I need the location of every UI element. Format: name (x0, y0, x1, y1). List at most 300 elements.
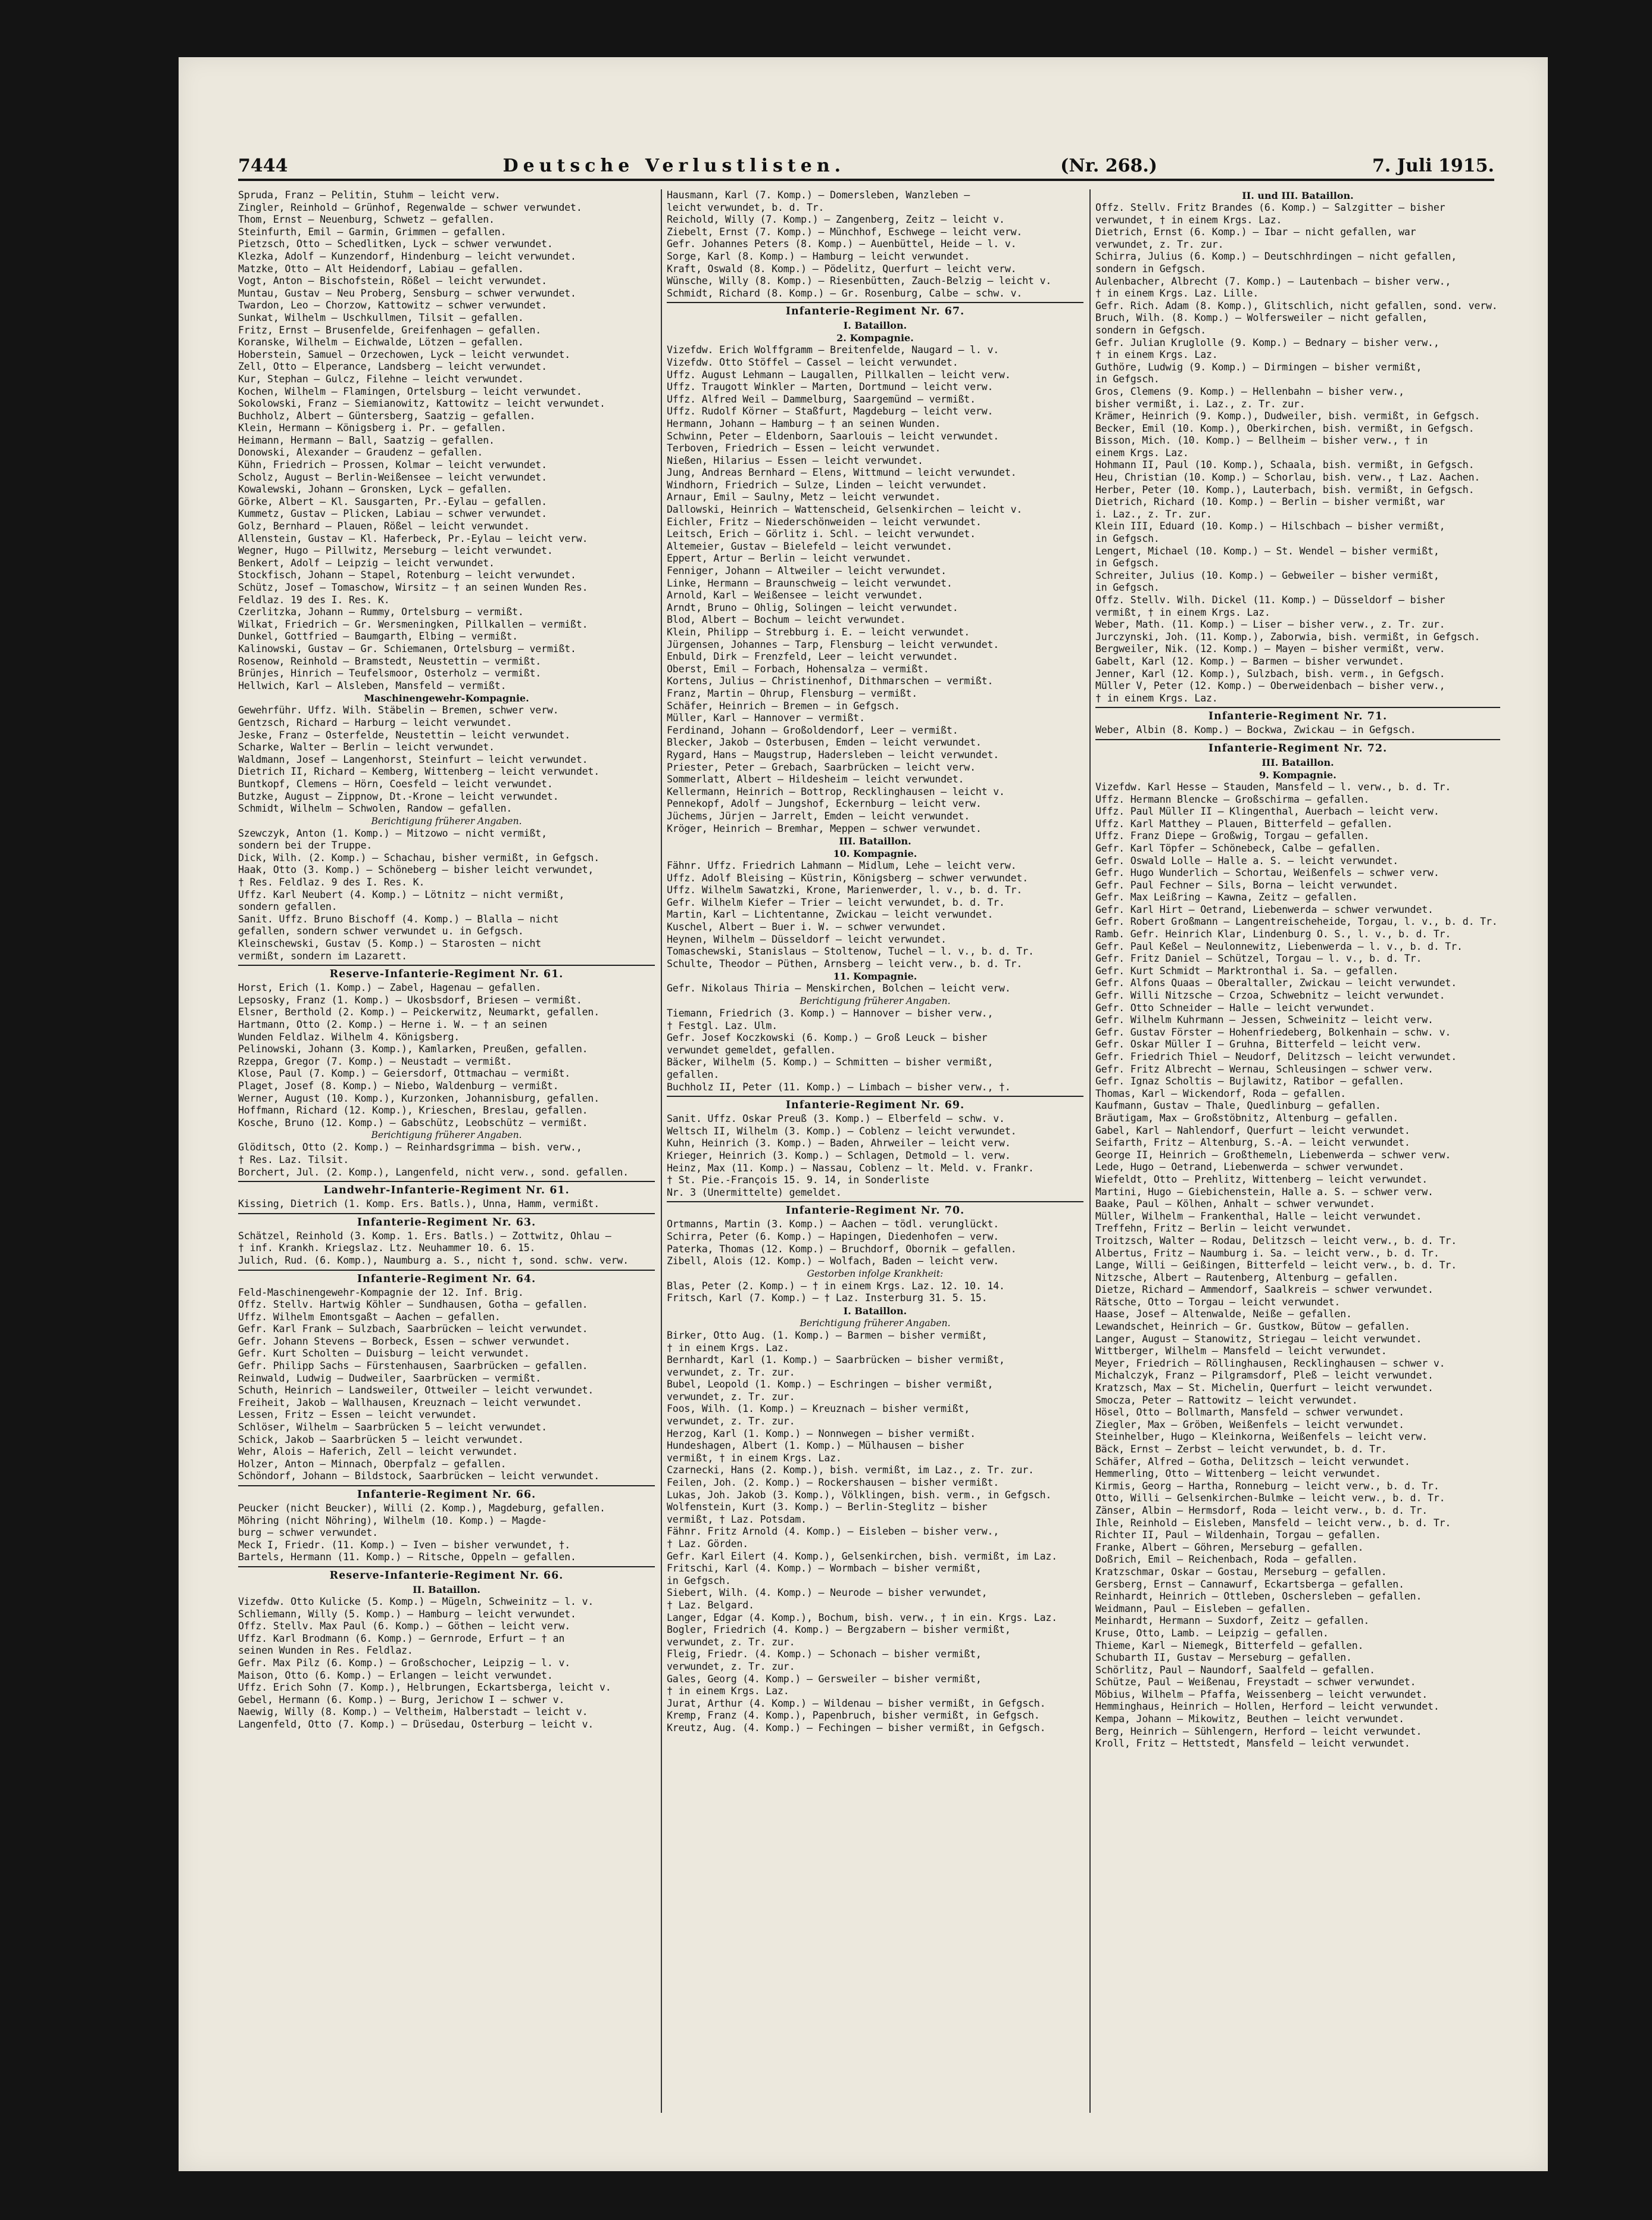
casualty-entry-line: Fleig, Friedr. (4. Komp.) — Schonach — bisher vermißt, (667, 1648, 982, 1660)
casualty-entry-line: Gefr. Nikolaus Thiria — Menskirchen, Bolchen — leicht verw. (667, 983, 1011, 994)
casualty-entry-line: Wittberger, Wilhelm — Mansfeld — leicht verwundet. (1095, 1345, 1387, 1357)
casualty-entry-line: Benkert, Adolf — Leipzig — leicht verwundet. (238, 557, 495, 569)
regiment-heading: Reserve-Infanterie-Regiment Nr. 66. (238, 1566, 655, 1583)
casualty-entry-line: Schörlitz, Paul — Naundorf, Saalfeld — gefallen. (1095, 1664, 1375, 1676)
casualty-entry-line: Bisson, Mich. (10. Komp.) — Bellheim — bisher verw., † in (1095, 435, 1428, 447)
casualty-entry-line: Schirra, Julius (6. Komp.) — Deutschhrdingen — nicht gefallen, (1095, 251, 1457, 263)
casualty-entry-line: Oberst, Emil — Forbach, Hohensalza — vermißt. (667, 663, 929, 675)
casualty-entry-line: Muntau, Gustav — Neu Proberg, Sensburg — schwer verwundet. (238, 287, 576, 299)
casualty-entry-line: Hundeshagen, Albert (1. Komp.) — Mülhausen — bisher (667, 1440, 964, 1452)
casualty-entry-line: Blod, Albert — Bochum — leicht verwundet. (667, 614, 906, 626)
casualty-entry-line: Offz. Stellv. Hartwig Köhler — Sundhausen, Gotha — gefallen. (238, 1299, 588, 1311)
casualty-entry-line: Gefr. Rich. Adam (8. Komp.), Glitschlich, nicht gefallen, sond. verw. (1095, 300, 1498, 311)
casualty-entry-line: Sommerlatt, Albert — Hildesheim — leicht verwundet. (667, 774, 964, 785)
casualty-entry-line: Wiefeldt, Otto — Prehlitz, Wittenberg — leicht verwundet. (1095, 1173, 1428, 1185)
casualty-entry-line: Lepsosky, Franz (1. Komp.) — Ukosbsdorf, Briesen — vermißt. (238, 994, 582, 1006)
unit-subheading: I. Bataillon. (843, 1305, 907, 1317)
casualty-entry-line: Baake, Paul — Kölhen, Anhalt — schwer verwundet. (1095, 1198, 1375, 1210)
casualty-entry-line: Wilkat, Friedrich — Gr. Wersmeningken, Pillkallen — vermißt. (238, 618, 588, 630)
casualty-entry-line: Gabelt, Karl (12. Komp.) — Barmen — bisher verwundet. (1095, 655, 1404, 667)
casualty-entry-line: Gefr. Philipp Sachs — Fürstenhausen, Saarbrücken — gefallen. (238, 1360, 588, 1372)
casualty-entry-line: Hermann, Johann — Hamburg — † an seinen Wunden. (667, 417, 941, 429)
casualty-entry-line: Dick, Wilh. (2. Komp.) — Schachau, bisher vermißt, in Gefgsch. (238, 852, 599, 863)
casualty-entry-line: Gefr. Kurt Schmidt — Marktronthal i. Sa. — gefallen. (1095, 965, 1399, 977)
casualty-entry-line: Ortmanns, Martin (3. Komp.) — Aachen — tödl. verunglückt. (667, 1218, 1000, 1230)
casualty-entry-line: Nießen, Hilarius — Essen — leicht verwundet. (667, 454, 923, 466)
casualty-entry-line: Bogler, Friedrich (4. Komp.) — Bergzabern — bisher vermißt, (667, 1624, 1011, 1636)
casualty-entry-line: Hohmann II, Paul (10. Komp.), Schaala, bish. vermißt, in Gefgsch. (1095, 459, 1475, 471)
regiment-heading: Infanterie-Regiment Nr. 63. (238, 1213, 655, 1230)
casualty-entry-line: Kuschel, Albert — Buer i. W. — schwer verwundet. (667, 921, 947, 933)
casualty-entry-line: George II, Heinrich — Großthemeln, Liebenwerda — schwer verw. (1095, 1149, 1451, 1161)
casualty-entry-line: Buntkopf, Clemens — Hörn, Coesfeld — leicht verwundet. (238, 778, 553, 790)
casualty-entry-line: Hoffmann, Richard (12. Komp.), Krieschen, Breslau, gefallen. (238, 1105, 588, 1117)
casualty-entry-line: Haase, Josef — Altenwalde, Neiße — gefallen. (1095, 1308, 1352, 1320)
unit-subheading: Maschinengewehr-Kompagnie. (364, 693, 529, 704)
casualty-entry-line: Gentzsch, Richard — Harburg — leicht verwundet. (238, 716, 513, 728)
casualty-entry-line: Gefr. Gustav Förster — Hohenfriedeberg, Bolkenhain — schw. v. (1095, 1026, 1451, 1038)
casualty-entry-line: einem Krgs. Laz. (1095, 447, 1189, 459)
casualty-entry-line: gefallen, sondern schwer verwundet u. in Gefgsch. (238, 925, 524, 937)
unit-subheading: II. Bataillon. (413, 1583, 480, 1595)
casualty-entry-line: Arndt, Bruno — Ohlig, Solingen — leicht verwundet. (667, 601, 958, 613)
regiment-heading: Infanterie-Regiment Nr. 72. (1095, 739, 1500, 756)
regiment-heading: Infanterie-Regiment Nr. 69. (667, 1096, 1083, 1113)
casualty-entry-line: i. Laz., z. Tr. zur. (1095, 508, 1212, 520)
casualty-entry-line: Fähnr. Fritz Arnold (4. Komp.) — Eisleben — bisher verw., (667, 1526, 1000, 1538)
casualty-entry-line: Gefr. Julian Kruglolle (9. Komp.) — Bednary — bisher verw., (1095, 336, 1439, 348)
casualty-entry-line: Hausmann, Karl (7. Komp.) — Domersleben, Wanzleben — (667, 189, 970, 201)
casualty-entry-line: Waldmann, Josef — Langenhorst, Steinfurt — leicht verwundet. (238, 753, 588, 765)
unit-subheading: III. Bataillon. (1261, 756, 1334, 768)
casualty-entry-line: Leitsch, Erich — Görlitz i. Schl. — leicht verwundet. (667, 528, 976, 540)
casualty-entry-line: Lukas, Joh. Jakob (3. Komp.), Völklingen, bish. verm., in Gefgsch. (667, 1489, 1052, 1501)
casualty-entry-line: Feldlaz. 19 des I. Res. K. (238, 594, 390, 606)
casualty-entry-line: Gersberg, Ernst — Cannawurf, Eckartsberga — gefallen. (1095, 1578, 1404, 1590)
casualty-entry-line: Kissing, Dietrich (1. Komp. Ers. Batls.), Unna, Hamm, vermißt. (238, 1198, 599, 1210)
entry-list (667, 1330, 1083, 1735)
casualty-entry-line: Kaufmann, Gustav — Thale, Quedlinburg — gefallen. (1095, 1100, 1381, 1112)
casualty-entry-line: Lessen, Fritz — Essen — leicht verwundet. (238, 1409, 477, 1421)
casualty-entry-line: Uffz. August Lehmann — Laugallen, Pillkallen — leicht verw. (667, 369, 1011, 381)
casualty-entry-line: Uffz. Wilhelm Sawatzki, Krone, Marienwerder, l. v., b. d. Tr. (667, 884, 1023, 896)
casualty-entry-line: Wegner, Hugo — Pillwitz, Merseburg — leicht verwundet. (238, 545, 553, 557)
casualty-entry-line: Blecker, Jakob — Osterbusen, Emden — leicht verwundet. (667, 737, 982, 749)
casualty-entry-line: Heinz, Max (11. Komp.) — Nassau, Coblenz — lt. Meld. v. Frankr. (667, 1162, 1034, 1174)
casualty-entry-line: Fritsch, Karl (7. Komp.) — † Laz. Insterburg 31. 5. 15. (667, 1292, 988, 1304)
casualty-entry-line: Tiemann, Friedrich (3. Komp.) — Hannover — bisher verw., (667, 1008, 994, 1019)
casualty-entry-line: Zänser, Albin — Hermsdorf, Roda — leicht verw., b. d. Tr. (1095, 1504, 1428, 1516)
casualty-entry-line: Martini, Hugo — Giebichenstein, Halle a. S. — schwer verw. (1095, 1186, 1434, 1198)
casualty-entry-line: Ramb. Gefr. Heinrich Klar, Lindenburg O. S., l. v., b. d. Tr. (1095, 928, 1451, 940)
casualty-entry-line: Dietze, Richard — Ammendorf, Saalkreis — schwer verwundet. (1095, 1284, 1434, 1296)
casualty-entry-line: Plaget, Josef (8. Komp.) — Niebo, Waldenburg — vermißt. (238, 1080, 559, 1092)
casualty-entry-line: Kempa, Johann — Mikowitz, Beuthen — leicht verwundet. (1095, 1713, 1404, 1725)
casualty-entry-line: Bäck, Ernst — Zerbst — leicht verwundet, b. d. Tr. (1095, 1443, 1387, 1455)
casualty-entry-line: Thomas, Karl — Wickendorf, Roda — gefallen. (1095, 1087, 1346, 1099)
entry-list (667, 860, 1083, 970)
casualty-entry-line: Zingler, Reinhold — Grünhof, Regenwalde — schwer verwundet. (238, 201, 582, 213)
casualty-entry-line: Buchholz II, Peter (11. Komp.) — Limbach — bisher verw., †. (667, 1081, 1011, 1093)
casualty-entry-line: Franke, Albert — Göhren, Merseburg — gefallen. (1095, 1541, 1364, 1553)
casualty-entry-line: Kratzschmar, Oskar — Gostau, Merseburg — gefallen. (1095, 1566, 1387, 1577)
casualty-entry-line: sondern in Gefgsch. (1095, 324, 1207, 336)
casualty-entry-line: verwundet, † in einem Krgs. Laz. (1095, 214, 1282, 226)
casualty-entry-line: Hellwich, Karl — Alsleben, Mansfeld — vermißt. (238, 679, 507, 691)
casualty-entry-line: Schätzel, Reinhold (3. Komp. 1. Ers. Batls.) — Zottwitz, Ohlau — (238, 1230, 611, 1242)
casualty-entry-line: Müller, Karl — Hannover — vermißt. (667, 712, 865, 724)
casualty-entry-line: Gros, Clemens (9. Komp.) — Hellenbahn — bisher verw., (1095, 385, 1404, 397)
casualty-entry-line: Görke, Albert — Kl. Sausgarten, Pr.-Eylau — gefallen. (238, 495, 547, 507)
entry-list (238, 1142, 655, 1178)
casualty-entry-line: leicht verwundet, b. d. Tr. (667, 201, 825, 213)
casualty-entry-line: Kur, Stephan — Gulcz, Filehne — leicht verwundet. (238, 373, 524, 385)
casualty-entry-line: † Res. Feldlaz. 9 des I. Res. K. (238, 877, 425, 888)
casualty-entry-line: Kochen, Wilhelm — Flamingen, Ortelsburg — leicht verwundet. (238, 385, 582, 397)
casualty-entry-line: Schubarth II, Gustav — Merseburg — gefallen. (1095, 1652, 1352, 1664)
casualty-entry-line: Dietrich II, Richard — Kemberg, Wittenberg — leicht verwundet. (238, 766, 599, 778)
casualty-entry-line: Möhring (nicht Nöhring), Wilhelm (10. Komp.) — Magde- (238, 1514, 547, 1526)
casualty-entry-line: Herber, Peter (10. Komp.), Lauterbach, bish. vermißt, in Gefgsch. (1095, 484, 1475, 495)
casualty-entry-line: Uffz. Paul Müller II — Klingenthal, Auerbach — leicht verw. (1095, 806, 1439, 818)
casualty-entry-line: Terboven, Friedrich — Essen — leicht verwundet. (667, 442, 941, 454)
casualty-entry-line: Peucker (nicht Beucker), Willi (2. Komp.), Magdeburg, gefallen. (238, 1502, 605, 1514)
casualty-entry-line: Matzke, Otto — Alt Heidendorf, Labiau — gefallen. (238, 263, 524, 275)
casualty-entry-line: Bartels, Hermann (11. Komp.) — Ritsche, Oppeln — gefallen. (238, 1551, 576, 1563)
casualty-entry-line: Uffz. Karl Matthey — Plauen, Bitterfeld — gefallen. (1095, 818, 1393, 830)
casualty-entry-line: Brünjes, Hinrich — Teufelsmoor, Osterholz — vermißt. (238, 668, 542, 679)
regiment-heading: Landwehr-Infanterie-Regiment Nr. 61. (238, 1181, 655, 1198)
casualty-entry-line: Rygard, Hans — Maugstrup, Hadersleben — leicht verwundet. (667, 749, 1000, 760)
casualty-entry-line: Möbius, Wilhelm — Pfaffa, Weissenberg — leicht verwundet. (1095, 1688, 1428, 1700)
casualty-entry-line: Wunden Feldlaz. Wilhelm 4. Königsberg. (238, 1031, 460, 1043)
casualty-entry-line: Eichler, Fritz — Niederschönweiden — leicht verwundet. (667, 516, 982, 528)
casualty-entry-line: Scholz, August — Berlin-Weißensee — leicht verwundet. (238, 471, 547, 483)
casualty-entry-line: Weidmann, Paul — Eisleben — gefallen. (1095, 1602, 1311, 1614)
casualty-entry-line: gefallen. (667, 1069, 720, 1080)
casualty-entry-line: Vizefdw. Otto Kulicke (5. Komp.) — Mügeln, Schweinitz — l. v. (238, 1595, 594, 1607)
casualty-entry-line: Allenstein, Gustav — Kl. Haferbeck, Pr.-Eylau — leicht verw. (238, 532, 588, 544)
casualty-entry-line: Twardon, Leo — Chorzow, Kattowitz — schwer verwundet. (238, 300, 547, 311)
casualty-entry-line: Pietzsch, Otto — Schedlitken, Lyck — schwer verwundet. (238, 238, 553, 250)
casualty-entry-line: Jenner, Karl (12. Komp.), Sulzbach, bish. verm., in Gefgsch. (1095, 668, 1445, 679)
casualty-entry-line: Thom, Ernst — Neuenburg, Schwetz — gefallen. (238, 214, 495, 226)
casualty-entry-line: Siebert, Wilh. (4. Komp.) — Neurode — bisher verwundet, (667, 1587, 988, 1599)
entry-list (238, 1596, 655, 1731)
casualty-entry-line: Buchholz, Albert — Güntersberg, Saatzig — gefallen. (238, 410, 536, 422)
casualty-entry-line: Hösel, Otto — Bollmarth, Mansfeld — schwer verwundet. (1095, 1407, 1404, 1418)
casualty-entry-line: † in einem Krgs. Laz. (1095, 692, 1218, 704)
entry-list (238, 828, 655, 963)
casualty-entry-line: Uffz. Rudolf Körner — Staßfurt, Magdeburg — leicht verw. (667, 406, 994, 417)
casualty-entry-line: verwundet, z. Tr. zur. (1095, 238, 1224, 250)
casualty-entry-line: verwundet, z. Tr. zur. (667, 1390, 795, 1402)
casualty-entry-line: Uffz. Traugott Winkler — Marten, Dortmund — leicht verw. (667, 381, 994, 393)
casualty-entry-line: verwundet, z. Tr. zur. (667, 1366, 795, 1378)
casualty-entry-line: Heimann, Hermann — Ball, Saatzig — gefallen. (238, 434, 495, 446)
casualty-entry-line: Uffz. Karl Neubert (4. Komp.) — Lötnitz — nicht vermißt, (238, 888, 565, 900)
casualty-entry-line: Meinhardt, Hermann — Suxdorf, Zeitz — gefallen. (1095, 1615, 1370, 1627)
casualty-entry-line: Klein, Hermann — Königsberg i. Pr. — gefallen. (238, 422, 507, 434)
casualty-entry-line: Dietrich, Ernst (6. Komp.) — Ibar — nicht gefallen, war (1095, 226, 1416, 238)
casualty-entry-line: sondern bei der Truppe. (238, 840, 373, 852)
casualty-entry-line: Reinwald, Ludwig — Dudweiler, Saarbrücken — vermißt. (238, 1372, 542, 1384)
casualty-entry-line: Altemeier, Gustav — Bielefeld — leicht verwundet. (667, 540, 953, 552)
section-note: Berichtigung früherer Angaben. (371, 815, 522, 827)
casualty-entry-line: Vogt, Anton — Bischofstein, Rößel — leicht verwundet. (238, 275, 547, 287)
casualty-entry-line: Herzog, Karl (1. Komp.) — Nonnwegen — bisher vermißt. (667, 1427, 976, 1439)
casualty-entry-line: Bäcker, Wilhelm (5. Komp.) — Schmitten — bisher vermißt, (667, 1056, 994, 1068)
casualty-entry-line: Gefr. Oskar Müller I — Gruhna, Bitterfeld — leicht verw. (1095, 1039, 1422, 1050)
casualty-entry-line: Kowalewski, Johann — Gronsken, Lyck — gefallen. (238, 484, 513, 495)
casualty-entry-line: Berg, Heinrich — Sühlengern, Herford — leicht verwundet. (1095, 1725, 1422, 1737)
casualty-entry-line: Czerlitzka, Johann — Rummy, Ortelsburg — vermißt. (238, 606, 524, 618)
casualty-entry-line: Fritschi, Karl (4. Komp.) — Wormbach — bisher vermißt, (667, 1563, 982, 1574)
casualty-entry-line: Kortens, Julius — Christinenhof, Dithmarschen — vermißt. (667, 675, 994, 687)
entry-list (238, 1287, 655, 1483)
casualty-entry-line: Kummetz, Gustav — Plicken, Labiau — schwer verwundet. (238, 508, 547, 520)
casualty-entry-line: † in einem Krgs. Laz. (667, 1342, 789, 1354)
casualty-entry-line: Vizefdw. Otto Stöffel — Cassel — leicht verwundet. (667, 356, 958, 368)
entry-list (238, 704, 655, 815)
casualty-entry-line: Zell, Otto — Elperance, Landsberg — leicht verwundet. (238, 361, 547, 373)
entry-list (238, 1502, 655, 1564)
casualty-entry-line: Holzer, Anton — Minnach, Oberpfalz — gefallen. (238, 1458, 507, 1470)
unit-subheading: 9. Kompagnie. (1259, 769, 1336, 781)
casualty-entry-line: Eppert, Artur — Berlin — leicht verwundet. (667, 553, 912, 565)
casualty-entry-line: Lange, Willi — Geißingen, Bitterfeld — leicht verw., b. d. Tr. (1095, 1259, 1457, 1271)
casualty-entry-line: Kühn, Friedrich — Prossen, Kolmar — leicht verwundet. (238, 459, 547, 471)
column-divider (661, 189, 662, 2113)
casualty-entry-line: Langer, Edgar (4. Komp.), Bochum, bish. verw., † in ein. Krgs. Laz. (667, 1611, 1057, 1623)
casualty-entry-line: Kratzsch, Max — St. Michelin, Querfurt — leicht verwundet. (1095, 1382, 1434, 1394)
casualty-entry-line: Wehr, Alois — Haferich, Zell — leicht verwundet. (238, 1446, 518, 1458)
casualty-entry-line: Blas, Peter (2. Komp.) — † in einem Krgs. Laz. 12. 10. 14. (667, 1280, 1005, 1292)
casualty-entry-line: Wolfenstein, Kurt (3. Komp.) — Berlin-Steglitz — bisher (667, 1501, 988, 1513)
casualty-entry-line: Scharke, Walter — Berlin — leicht verwundet. (238, 741, 495, 753)
casualty-entry-line: Sunkat, Wilhelm — Uschkullmen, Tilsit — gefallen. (238, 311, 524, 323)
casualty-entry-line: Jüchems, Jürjen — Jarrelt, Emden — leicht verwundet. (667, 810, 970, 822)
casualty-entry-line: Foos, Wilh. (1. Komp.) — Kreuznach — bisher vermißt, (667, 1403, 970, 1415)
casualty-entry-line: Aulenbacher, Albrecht (7. Komp.) — Lautenbach — bisher verw., (1095, 275, 1451, 287)
casualty-entry-line: Ziegler, Max — Gröben, Weißenfels — leicht verwundet. (1095, 1418, 1404, 1430)
casualty-entry-line: Maison, Otto (6. Komp.) — Erlangen — leicht verwundet. (238, 1669, 553, 1681)
casualty-entry-line: Gefr. Karl Töpfer — Schönebeck, Calbe — gefallen. (1095, 842, 1381, 854)
casualty-entry-line: Klose, Paul (7. Komp.) — Geiersdorf, Ottmachau — vermißt. (238, 1068, 571, 1080)
casualty-entry-line: Ihle, Reinhold — Eisleben, Mansfeld — leicht verw., b. d. Tr. (1095, 1517, 1451, 1529)
casualty-entry-line: Michalczyk, Franz — Pilgramsdorf, Pleß — leicht verwundet. (1095, 1370, 1434, 1382)
entry-list (1095, 202, 1500, 704)
casualty-entry-line: Stockfisch, Johann — Stapel, Rotenburg — leicht verwundet. (238, 569, 576, 581)
page-header (238, 146, 1494, 181)
casualty-entry-line: Gefr. Karl Eilert (4. Komp.), Gelsenkirchen, bish. vermißt, im Laz. (667, 1550, 1057, 1562)
casualty-entry-line: Sanit. Uffz. Bruno Bischoff (4. Komp.) — Blalla — nicht (238, 913, 559, 925)
casualty-entry-line: Albertus, Fritz — Naumburg i. Sa. — leicht verw., b. d. Tr. (1095, 1247, 1439, 1259)
unit-subheading: I. Bataillon. (843, 320, 907, 332)
casualty-entry-line: Gabel, Karl — Nahlendorf, Querfurt — leicht verwundet. (1095, 1124, 1410, 1136)
casualty-entry-line: Treffehn, Fritz — Berlin — leicht verwundet. (1095, 1223, 1352, 1234)
unit-subheading: 11. Kompagnie. (833, 971, 917, 983)
casualty-entry-line: Bruch, Wilh. (8. Komp.) — Wolfersweiler — nicht gefallen, (1095, 312, 1428, 324)
section-note: Berichtigung früherer Angaben. (800, 1317, 951, 1329)
casualty-entry-line: Schäfer, Heinrich — Bremen — in Gefgsch. (667, 700, 900, 712)
casualty-entry-line: † in einem Krgs. Laz. (667, 1685, 789, 1697)
casualty-entry-line: burg — schwer verwundet. (238, 1527, 378, 1539)
casualty-entry-line: in Gefgsch. (1095, 373, 1160, 385)
casualty-entry-line: Dallowski, Heinrich — Wattenscheid, Gelsenkirchen — leicht v. (667, 504, 1023, 516)
casualty-entry-line: Klezka, Adolf — Kunzendorf, Hindenburg — leicht verwundet. (238, 250, 576, 262)
casualty-entry-line: Rosenow, Reinhold — Bramstedt, Neustettin — vermißt. (238, 655, 542, 667)
regiment-heading: Infanterie-Regiment Nr. 70. (667, 1201, 1083, 1218)
casualty-entry-line: † in einem Krgs. Laz. Lille. (1095, 288, 1259, 300)
casualty-entry-line: Kremp, Franz (4. Komp.), Papenbruch, bisher vermißt, in Gefgsch. (667, 1710, 1040, 1722)
casualty-entry-line: Jurczynski, Joh. (11. Komp.), Zaborwia, bish. vermißt, in Gefgsch. (1095, 631, 1481, 643)
casualty-entry-line: Arnold, Karl — Weißensee — leicht verwundet. (667, 590, 923, 601)
casualty-entry-line: † in einem Krgs. Laz. (1095, 349, 1218, 361)
casualty-entry-line: Steinfurth, Emil — Garmin, Grimmen — gefallen. (238, 226, 507, 238)
column-divider (1089, 189, 1091, 2113)
casualty-entry-line: Fritz, Ernst — Brusenfelde, Greifenhagen — gefallen. (238, 324, 542, 336)
casualty-entry-line: Gefr. Josef Koczkowski (6. Komp.) — Groß Leuck — bisher (667, 1032, 988, 1044)
casualty-entry-line: Jeske, Franz — Osterfelde, Neustettin — leicht verwundet. (238, 729, 571, 741)
casualty-entry-line: Reinhardt, Heinrich — Ottleben, Oschersleben — gefallen. (1095, 1591, 1422, 1602)
regiment-heading: Infanterie-Regiment Nr. 71. (1095, 707, 1500, 724)
casualty-entry-line: Hartmann, Otto (2. Komp.) — Herne i. W. — † an seinen (238, 1019, 547, 1030)
column-1 (238, 189, 655, 2113)
casualty-entry-line: Gefr. Ignaz Scholtis — Bujlawitz, Ratibor — gefallen. (1095, 1075, 1404, 1087)
casualty-entry-line: Krämer, Heinrich (9. Komp.), Dudweiler, bish. vermißt, in Gefgsch. (1095, 410, 1481, 422)
casualty-entry-line: Haak, Otto (3. Komp.) — Schöneberg — bisher leicht verwundet, (238, 864, 594, 876)
casualty-entry-line: Nitzsche, Albert — Rautenberg, Altenburg — gefallen. (1095, 1271, 1399, 1283)
casualty-entry-line: Gefr. Alfons Quaas — Oberaltaller, Zwickau — leicht verwundet. (1095, 977, 1457, 989)
entry-list (667, 1113, 1083, 1199)
casualty-entry-line: † inf. Krankh. Kriegslaz. Ltz. Neuhammer 10. 6. 15. (238, 1242, 536, 1254)
casualty-entry-line: Wünsche, Willy (8. Komp.) — Riesenbütten, Zauch-Belzig — leicht v. (667, 275, 1052, 287)
casualty-entry-line: Schlöser, Wilhelm — Saarbrücken 5 — leicht verwundet. (238, 1421, 547, 1433)
casualty-entry-line: Sorge, Karl (8. Komp.) — Hamburg — leicht verwundet. (667, 250, 970, 262)
casualty-entry-line: Meyer, Friedrich — Röllinghausen, Recklinghausen — schwer v. (1095, 1357, 1445, 1369)
casualty-entry-line: Otto, Willi — Gelsenkirchen-Bulmke — leicht verw., b. d. Tr. (1095, 1492, 1445, 1504)
casualty-entry-line: Langenfeld, Otto (7. Komp.) — Drüsedau, Osterburg — leicht v. (238, 1718, 594, 1730)
page-number: 7444 (238, 155, 288, 176)
casualty-entry-line: Schreiter, Julius (10. Komp.) — Gebweiler — bisher vermißt, (1095, 569, 1439, 581)
entry-list (667, 983, 1083, 995)
casualty-entry-line: Golz, Bernhard — Plauen, Rößel — leicht verwundet. (238, 520, 530, 532)
casualty-entry-line: Uffz. Franz Diepe — Großwig, Torgau — gefallen. (1095, 830, 1370, 842)
casualty-entry-line: † Laz. Belgard. (667, 1599, 754, 1611)
entry-list (238, 1230, 655, 1267)
casualty-entry-line: Fähnr. Uffz. Friedrich Lahmann — Midlum, Lehe — leicht verw. (667, 860, 1017, 872)
casualty-entry-line: verwundet, z. Tr. zur. (667, 1636, 795, 1648)
entry-list (667, 1280, 1083, 1305)
casualty-entry-line: Gefr. Wilhelm Kuhrmann — Jessen, Schweinitz — leicht verw. (1095, 1014, 1434, 1026)
casualty-entry-line: Gales, Georg (4. Komp.) — Gersweiler — bisher vermißt, (667, 1673, 982, 1685)
column-2 (667, 189, 1083, 2113)
casualty-entry-line: Enbuld, Dirk — Frenzfeld, Leer — leicht verwundet. (667, 651, 958, 663)
casualty-entry-line: in Gefgsch. (667, 1574, 731, 1586)
casualty-entry-line: Czarnecki, Hans (2. Komp.), bish. vermißt, im Laz., z. Tr. zur. (667, 1464, 1034, 1476)
casualty-entry-line: Bergweiler, Nik. (12. Komp.) — Mayen — bisher vermißt, verw. (1095, 643, 1445, 655)
casualty-entry-line: Lede, Hugo — Oetrand, Liebenwerda — schwer verwundet. (1095, 1161, 1404, 1173)
casualty-entry-line: Gefr. Karl Frank — Sulzbach, Saarbrücken — leicht verwundet. (238, 1323, 588, 1335)
casualty-entry-line: † Festgl. Laz. Ulm. (667, 1019, 778, 1031)
casualty-entry-line: Gefr. Fritz Albrecht — Wernau, Schleusingen — schwer verw. (1095, 1063, 1434, 1075)
casualty-entry-line: Bräutigam, Max — Großstöbnitz, Altenburg — gefallen. (1095, 1112, 1399, 1124)
section-note: Berichtigung früherer Angaben. (800, 996, 951, 1007)
casualty-entry-line: Gefr. Oswald Lolle — Halle a. S. — leicht verwundet. (1095, 855, 1399, 866)
casualty-entry-line: Jürgensen, Johannes — Tarp, Flensburg — leicht verwundet. (667, 638, 1000, 650)
casualty-entry-line: Schmidt, Wilhelm — Schwolen, Randow — gefallen. (238, 803, 513, 815)
casualty-entry-line: Spruda, Franz — Pelitin, Stuhm — leicht verw. (238, 189, 501, 201)
casualty-entry-line: † St. Pie.-François 15. 9. 14, in Sonderliste (667, 1174, 929, 1186)
casualty-entry-line: Hemminghaus, Heinrich — Hollen, Herford — leicht verwundet. (1095, 1701, 1439, 1713)
casualty-entry-line: Gefr. Fritz Daniel — Schützel, Torgau — l. v., b. d. Tr. (1095, 953, 1422, 965)
casualty-entry-line: Naewig, Willy (8. Komp.) — Veltheim, Halberstadt — leicht v. (238, 1706, 588, 1718)
regiment-heading: Reserve-Infanterie-Regiment Nr. 61. (238, 965, 655, 982)
casualty-entry-line: Pennekopf, Adolf — Jungshof, Eckernburg — leicht verw. (667, 798, 982, 810)
entry-list (238, 1198, 655, 1211)
column-3 (1095, 189, 1500, 2113)
casualty-entry-line: Schmidt, Richard (8. Komp.) — Gr. Rosenburg, Calbe — schw. v. (667, 287, 1023, 299)
casualty-entry-line: Krieger, Heinrich (3. Komp.) — Schlagen, Detmold — l. verw. (667, 1149, 1011, 1161)
casualty-entry-line: Donowski, Alexander — Graudenz — gefallen. (238, 447, 483, 459)
casualty-entry-line: Gefr. Paul Keßel — Neulonnewitz, Liebenwerda — l. v., b. d. Tr. (1095, 940, 1463, 952)
newspaper-page (179, 57, 1548, 2171)
entry-list (238, 982, 655, 1129)
entry-list (667, 1218, 1083, 1267)
casualty-entry-line: Offz. Stellv. Max Paul (6. Komp.) — Göthen — leicht verw. (238, 1620, 571, 1632)
casualty-entry-line: Offz. Stellv. Wilh. Dickel (11. Komp.) — Düsseldorf — bisher (1095, 594, 1445, 606)
casualty-entry-line: Schick, Jakob — Saarbrücken 5 — leicht verwundet. (238, 1433, 524, 1445)
casualty-entry-line: Gewehrführ. Uffz. Wilh. Stäbelin — Bremen, schwer verw. (238, 704, 559, 716)
casualty-entry-line: † Laz. Görden. (667, 1538, 749, 1549)
casualty-entry-line: vermißt, † Laz. Potsdam. (667, 1513, 807, 1525)
entry-list (1095, 781, 1500, 1750)
casualty-entry-line: Heu, Christian (10. Komp.) — Schorlau, bish. verw., † Laz. Aachen. (1095, 472, 1481, 484)
casualty-entry-line: vermißt, sondern im Lazarett. (238, 950, 407, 962)
casualty-entry-line: Schäfer, Alfred — Gotha, Delitzsch — leicht verwundet. (1095, 1455, 1410, 1467)
casualty-entry-line: Ferdinand, Johann — Großoldendorf, Leer — vermißt. (667, 724, 958, 736)
casualty-entry-line: Schwinn, Peter — Eldenborn, Saarlouis — leicht verwundet. (667, 430, 1000, 442)
casualty-entry-line: Reichold, Willy (7. Komp.) — Zangenberg, Zeitz — leicht v. (667, 214, 1005, 226)
casualty-entry-line: Sanit. Uffz. Oskar Preuß (3. Komp.) — Elberfeld — schw. v. (667, 1113, 1005, 1125)
casualty-entry-line: Uffz. Erich Sohn (7. Komp.), Helbrungen, Eckartsberga, leicht v. (238, 1682, 611, 1694)
issue-date: 7. Juli 1915. (1372, 155, 1494, 176)
casualty-entry-line: Müller, Wilhelm — Frankenthal, Halle — leicht verwundet. (1095, 1210, 1422, 1222)
casualty-entry-line: Borchert, Jul. (2. Komp.), Langenfeld, nicht verw., sond. gefallen. (238, 1166, 629, 1178)
unit-subheading: 2. Kompagnie. (836, 332, 914, 344)
casualty-entry-line: Klein III, Eduard (10. Komp.) — Hilschbach — bisher vermißt, (1095, 520, 1445, 532)
casualty-entry-line: Langer, August — Stanowitz, Striegau — leicht verwundet. (1095, 1333, 1422, 1345)
casualty-entry-line: Kellermann, Heinrich — Bottrop, Recklinghausen — leicht v. (667, 785, 1005, 797)
casualty-entry-line: Gefr. Karl Hirt — Oetrand, Liebenwerda — schwer verwundet. (1095, 903, 1434, 915)
casualty-entry-line: in Gefgsch. (1095, 557, 1160, 569)
casualty-entry-line: Gefr. Paul Fechner — Sils, Borna — leicht verwundet. (1095, 879, 1399, 891)
casualty-entry-line: Kuhn, Heinrich (3. Komp.) — Baden, Ahrweiler — leicht verw. (667, 1137, 1011, 1149)
casualty-entry-line: Pelinowski, Johann (3. Komp.), Kamlarken, Preußen, gefallen. (238, 1043, 588, 1055)
entry-list (1095, 724, 1500, 737)
casualty-entry-line: Müller V, Peter (12. Komp.) — Oberweidenbach — bisher verw., (1095, 680, 1445, 692)
casualty-entry-line: Schütz, Josef — Tomaschow, Wirsitz — † an seinen Wunden Res. (238, 582, 588, 593)
casualty-entry-line: Richter II, Paul — Wildenhain, Torgau — gefallen. (1095, 1529, 1381, 1541)
casualty-entry-line: Vizefdw. Erich Wolffgramm — Breitenfelde, Naugard — l. v. (667, 344, 1000, 356)
casualty-entry-line: Schulte, Theodor — Püthen, Arnsberg — leicht verw., b. d. Tr. (667, 958, 1023, 969)
casualty-entry-line: verwundet, z. Tr. zur. (667, 1660, 795, 1672)
entry-list (667, 1008, 1083, 1093)
casualty-entry-line: Gefr. Max Leißring — Kawna, Zeitz — gefallen. (1095, 891, 1358, 903)
casualty-entry-line: Hoberstein, Samuel — Orzechowen, Lyck — leicht verwundet. (238, 348, 571, 360)
entry-list (667, 189, 1083, 300)
